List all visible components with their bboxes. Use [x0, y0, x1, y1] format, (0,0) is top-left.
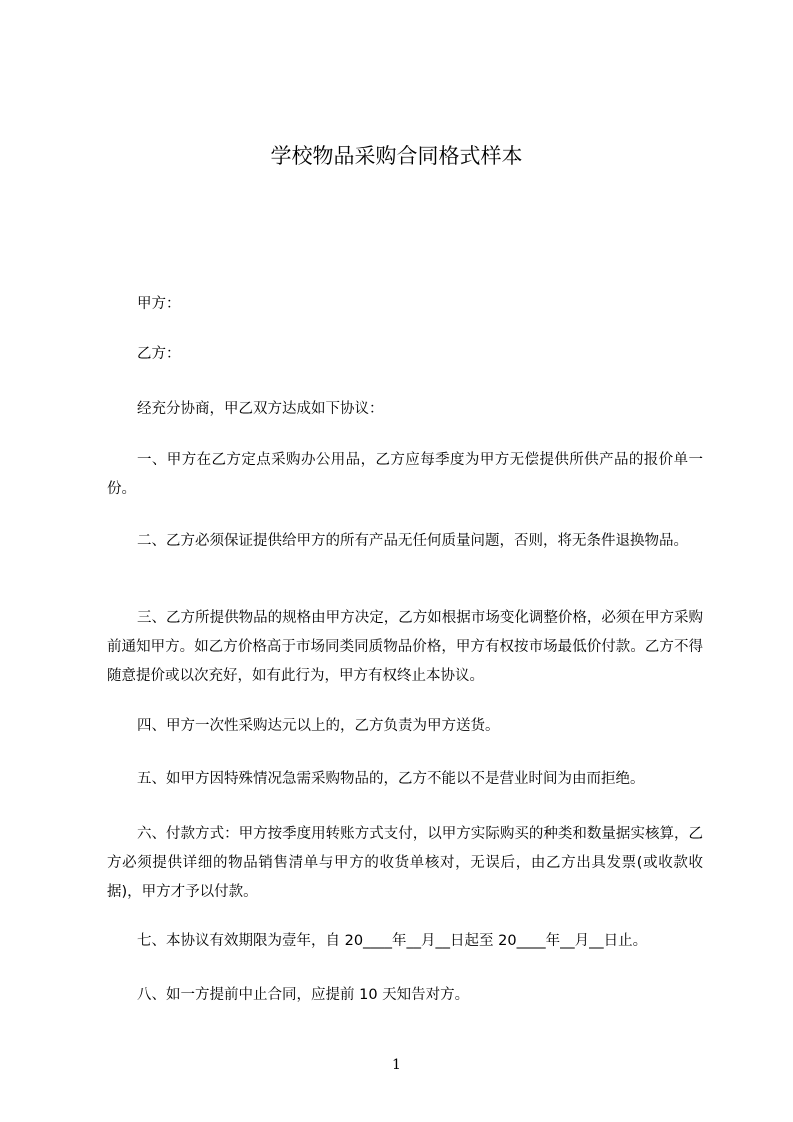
clause-3: 三、乙方所提供物品的规格由甲方决定，乙方如根据市场变化调整价格，必须在甲方采购前通知甲方。如乙方价格高于市场同类同质物品价格，甲方有权按市场最低价付款。乙方不得随意提价或以次充好，如有此行为，甲方有权终止本协议。 [107, 610, 703, 684]
document-title: 学校物品采购合同格式样本 [270, 144, 523, 168]
clause-1: 一、甲方在乙方定点采购办公用品，乙方应每季度为甲方无偿提供所供产品的报价单一份。 [107, 452, 703, 497]
clause-8: 八、如一方提前中止合同，应提前 10 天知告对方。 [137, 987, 470, 1003]
clause-6: 六、付款方式：甲方按季度用转账方式支付，以甲方实际购买的种类和数量据实核算，乙方必须提供详细的物品销售清单与甲方的收货单核对，无误后，由乙方出具发票(或收款收据)，甲方才予以付款。 [107, 826, 703, 900]
clause-4: 四、甲方一次性采购达元以上的，乙方负责为甲方送货。 [137, 718, 500, 734]
party-b-line: 乙方： [137, 346, 181, 362]
clause-7: 七、本协议有效期限为壹年，自 20____年__月__日起至 20____年__月__日止。 [137, 933, 648, 949]
intro-paragraph: 经充分协商，甲乙双方达成如下协议： [137, 401, 384, 417]
party-a-line: 甲方： [137, 296, 181, 312]
clause-2: 二、乙方必须保证提供给甲方的所有产品无任何质量问题，否则，将无条件退换物品。 [137, 533, 688, 549]
clause-5: 五、如甲方因特殊情况急需采购物品的，乙方不能以不是营业时间为由而拒绝。 [137, 771, 645, 787]
page-number: 1 [392, 1057, 401, 1073]
